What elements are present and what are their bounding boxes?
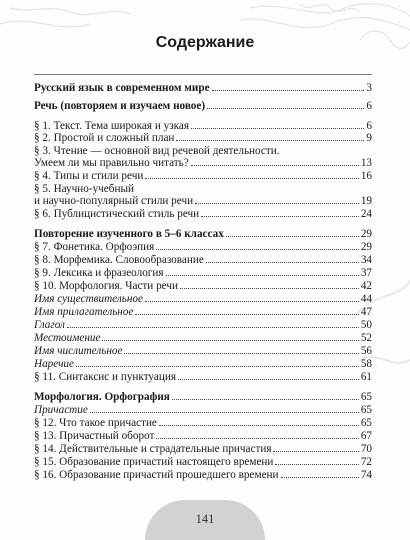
- toc-entry[interactable]: [34, 170, 372, 183]
- toc-entry-page: 13: [360, 157, 372, 169]
- toc-leader-dots: [226, 236, 359, 237]
- toc-entry[interactable]: [34, 208, 372, 221]
- toc-entry[interactable]: [34, 417, 372, 430]
- toc-leader-dots: [67, 327, 359, 328]
- toc-entry-page: 70: [360, 443, 372, 455]
- toc-entry-label: Имя числительное: [34, 345, 123, 357]
- toc-entry-page: 3: [366, 82, 372, 94]
- toc-entry-label: § 2. Простой и сложный план: [34, 132, 175, 144]
- toc-entry-page: 6: [366, 120, 372, 132]
- toc-entry[interactable]: [34, 157, 372, 170]
- toc-entry[interactable]: [34, 293, 372, 306]
- toc-entry-page: 65: [360, 417, 372, 429]
- toc-entry-page: 67: [360, 430, 372, 442]
- toc-entry[interactable]: [34, 100, 372, 113]
- toc-entry-label: § 7. Фонетика. Орфоэпия: [34, 241, 155, 253]
- toc-entry-label: § 1. Текст. Тема широкая и узкая: [34, 120, 189, 132]
- toc-entry[interactable]: [34, 306, 372, 319]
- page-title: Содержание: [155, 34, 255, 51]
- toc-leader-dots: [281, 477, 359, 478]
- toc-leader-dots: [102, 340, 358, 341]
- toc-entry[interactable]: [34, 469, 372, 482]
- toc-entry-label: § 14. Действительные и страдательные причастия: [34, 443, 272, 455]
- toc-leader-dots: [135, 314, 358, 315]
- toc-entry-label: и научно-популярный стили речи: [34, 195, 194, 207]
- toc-entry[interactable]: [34, 345, 372, 358]
- toc-leader-dots: [176, 140, 364, 141]
- toc-entry[interactable]: [34, 391, 372, 404]
- toc-entry-label: Русский язык в современном мире: [34, 82, 210, 94]
- toc-leader-dots: [124, 353, 358, 354]
- toc-entry[interactable]: [34, 358, 372, 371]
- toc-leader-dots: [178, 379, 359, 380]
- toc-entry[interactable]: [34, 241, 372, 254]
- toc-leader-dots: [156, 249, 359, 250]
- toc-leader-dots: [206, 262, 359, 263]
- toc-entry[interactable]: [34, 132, 372, 145]
- toc-entry[interactable]: [34, 82, 372, 95]
- toc-leader-dots: [201, 216, 359, 217]
- toc-leader-dots: [159, 425, 359, 426]
- toc-leader-dots: [166, 275, 359, 276]
- page-number: 141: [195, 512, 215, 526]
- toc-leader-dots: [212, 90, 365, 91]
- toc-leader-dots: [195, 203, 359, 204]
- toc-entry[interactable]: [34, 430, 372, 443]
- toc-leader-dots: [156, 438, 358, 439]
- toc-entry-label: Наречие: [34, 358, 74, 370]
- toc-entry-page: 29: [360, 228, 372, 240]
- toc-leader-dots: [76, 366, 359, 367]
- toc-entry-label: § 10. Морфология. Части речи: [34, 280, 178, 292]
- toc-entry-page: 74: [360, 469, 372, 481]
- toc-entry-page: 65: [360, 404, 372, 416]
- toc-entry-page: 44: [360, 293, 372, 305]
- toc-entry-label: Повторение изученного в 5–6 классах: [34, 228, 224, 240]
- toc-entry[interactable]: [34, 267, 372, 280]
- toc-entry[interactable]: [34, 332, 372, 345]
- toc-entry[interactable]: [34, 456, 372, 469]
- toc-entry-page: 56: [360, 345, 372, 357]
- toc-entry-page: 42: [360, 280, 372, 292]
- toc-entry-label: § 16. Образование причастий прошедшего времени: [34, 469, 279, 481]
- toc-leader-dots: [191, 128, 364, 129]
- toc-entry-label: § 15. Образование причастий настоящего времени: [34, 456, 274, 468]
- toc-entry-label: Морфология. Орфография: [34, 391, 170, 403]
- toc-entry-page: 29: [360, 241, 372, 253]
- toc-entry-label: Причастие: [34, 404, 88, 416]
- toc-entry-page: 72: [360, 456, 372, 468]
- toc-entry-page: 47: [360, 306, 372, 318]
- toc-leader-dots: [90, 412, 359, 413]
- toc-entry[interactable]: [34, 195, 372, 208]
- toc-entry-label: § 8. Морфемика. Словообразование: [34, 254, 204, 266]
- toc-entry-label: § 4. Типы и стили речи: [34, 170, 144, 182]
- toc-entry[interactable]: [34, 228, 372, 241]
- toc-entry-page: 65: [360, 391, 372, 403]
- toc-entry-page: 24: [360, 208, 372, 220]
- toc-leader-dots: [145, 178, 359, 179]
- toc-entry-label: Имя существительное: [34, 293, 143, 305]
- toc-entry-page: 61: [360, 371, 372, 383]
- toc-entry-label: § 13. Причастный оборот: [34, 430, 155, 442]
- toc-entry-page: 34: [360, 254, 372, 266]
- toc-entry-page: 16: [360, 170, 372, 182]
- toc-entry[interactable]: [34, 280, 372, 293]
- toc-entry-label: Местоимение: [34, 332, 101, 344]
- toc-entry-label: Имя прилагательное: [34, 306, 134, 318]
- toc-leader-dots: [275, 464, 358, 465]
- toc-entry-label: § 6. Публицистический стиль речи: [34, 208, 200, 220]
- toc-entry[interactable]: [34, 254, 372, 267]
- toc-leader-dots: [273, 451, 358, 452]
- toc-entry[interactable]: [34, 443, 372, 456]
- toc-entry-label: § 5. Научно-учебный: [34, 183, 134, 195]
- toc-leader-dots: [180, 288, 359, 289]
- toc-entry[interactable]: [34, 319, 372, 332]
- toc-entry-page: 52: [360, 332, 372, 344]
- toc-entry-page: 9: [366, 132, 372, 144]
- toc-entry-label: Речь (повторяем и изучаем новое): [34, 100, 206, 112]
- toc-leader-dots: [207, 108, 364, 109]
- toc-entry[interactable]: [34, 371, 372, 384]
- toc-leader-dots: [191, 165, 359, 166]
- toc-entry-label: § 12. Что такое причастие: [34, 417, 157, 429]
- toc-leader-dots: [172, 399, 359, 400]
- toc-entry-label: § 3. Чтение — основной вид речевой деятельности.: [34, 145, 280, 157]
- toc-entry[interactable]: [34, 404, 372, 417]
- toc-entry-page: 50: [360, 319, 372, 331]
- toc-entry-page: 19: [360, 195, 372, 207]
- toc-entry-page: 6: [366, 100, 372, 112]
- toc-entry-label: § 11. Синтаксис и пунктуация: [34, 371, 176, 383]
- toc-entry-page: 58: [360, 358, 372, 370]
- toc-entry-label: § 9. Лексика и фразеология: [34, 267, 164, 279]
- toc-entry-label: Глагол: [34, 319, 65, 331]
- toc-leader-dots: [145, 301, 359, 302]
- toc-entry-label: Умеем ли мы правильно читать?: [34, 157, 189, 169]
- toc-entry-page: 37: [360, 267, 372, 279]
